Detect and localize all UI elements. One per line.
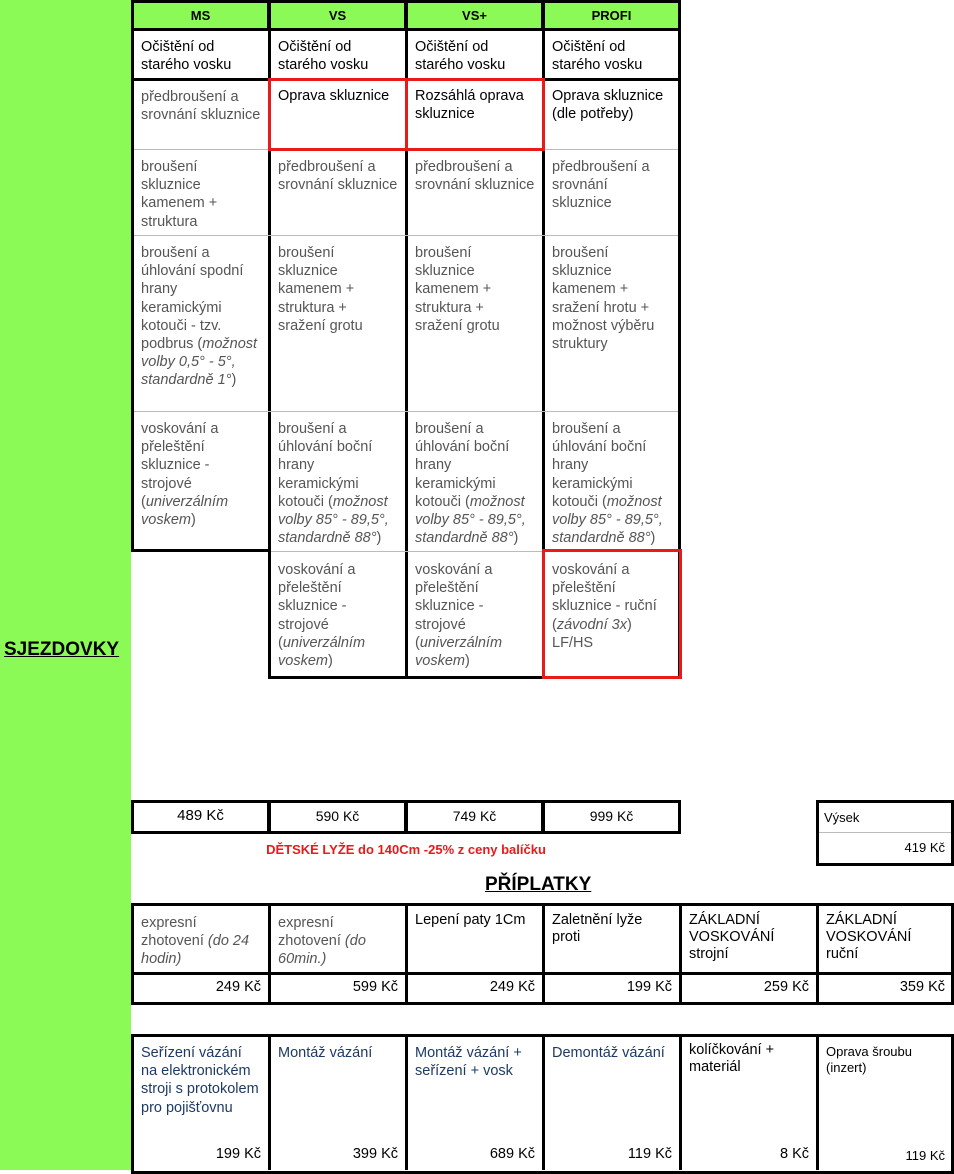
cell-vsplus-wax: voskování a přeleštění skluznice - strojové (univerzálním voskem) [415,562,503,670]
vysek-price: 419 Kč [904,840,945,855]
cell-vsplus-prebrush: předbroušení a srovnání skluznice [415,159,535,194]
extra-express-24h: expresní zhotovení (do 24 hodin) [141,915,250,968]
cell-ms-cleaning: Očištění od starého vosku [141,39,232,74]
extra-express-60min: expresní zhotovení (do 60min.) [278,915,366,968]
section-title: PŘÍPLATKY [485,874,592,895]
cell-vsplus-repair: Rozsáhlá oprava skluznice [415,88,524,123]
extra-price: 259 Kč [763,979,809,995]
cell-ms-podbrus: broušení a úhlování spodní hrany keramickými kotouči - tzv. podbrus (možnost volby 0,5° - 5°, standardně 1°) [141,245,258,389]
cell-ms-prebrush: předbroušení a srovnání skluznice [141,89,261,124]
service-screw-repair: Oprava šroubu (inzert) [826,1044,912,1075]
extra-ski-sealing: Zaletnění lyže proti [552,912,643,945]
service-price: 199 Kč [215,1146,261,1162]
discount-note: DĚTSKÉ LYŽE do 140Cm -25% z ceny balíčku [266,842,546,857]
service-binding-mount: Montáž vázání [278,1045,373,1061]
cell-profi-repair: Oprava skluznice (dle potřeby) [552,88,664,123]
cell-vs-wax: voskování a přeleštění skluznice - strojové (univerzálním voskem) [278,562,366,670]
extra-basic-wax-hand: ZÁKLADNÍ VOSKOVÁNÍ ruční [826,912,912,962]
service-price: 399 Kč [352,1146,398,1162]
cell-vsplus-stone: broušení skluznice kamenem + struktura + sražení grotu [415,245,500,334]
price-ms: 489 Kč [131,800,270,834]
cell-profi-wax: voskování a přeleštění skluznice - ruční (závodní 3x) LF/HS [552,562,657,651]
row-separator [131,549,271,552]
header-profi: PROFI [542,0,681,31]
extra-heel-glue: Lepení paty 1Cm [415,912,526,928]
extra-price: 249 Kč [215,979,261,995]
header-vs-plus: VS+ [405,0,544,31]
service-binding-adjust: Seřízení vázání na elektronickém stroji s protokolem pro pojišťovnu [141,1045,259,1116]
extra-price: 359 Kč [899,979,945,995]
service-price: 689 Kč [489,1146,535,1162]
extra-basic-wax-machine: ZÁKLADNÍ VOSKOVÁNÍ strojní [689,912,775,962]
service-binding-unmount: Demontáž vázání [552,1045,665,1061]
cell-ms-stone: broušení skluznice kamenem + struktura [141,159,218,230]
category-label: SJEZDOVKY [4,639,120,660]
extra-price: 199 Kč [626,979,672,995]
vysek-label: Výsek [824,810,860,825]
cell-ms-wax: voskování a přeleštění skluznice - strojové (univerzálním voskem) [141,421,229,529]
service-price: 119 Kč [627,1146,672,1162]
cell-profi-cleaning: Očištění od starého vosku [552,39,643,74]
cell-profi-stone: broušení skluznice kamenem + sražení hrotu + možnost výběru struktury [552,245,655,353]
cell-profi-side-edge: broušení a úhlování boční hrany keramickými kotouči (možnost volby 85° - 89,5°, standardně 88°) [552,421,663,547]
service-binding-mount-full: Montáž vázání + seřízení + vosk [415,1045,522,1080]
cell-vsplus-side-edge: broušení a úhlování boční hrany keramickými kotouči (možnost volby 85° - 89,5°, standardně 88°) [415,421,526,547]
extra-price: 599 Kč [352,979,398,995]
extra-price: 249 Kč [489,979,535,995]
header-ms: MS [131,0,270,31]
row-separator [819,832,951,833]
cell-vs-cleaning: Očištění od starého vosku [278,39,369,74]
service-price: 8 Kč [779,1146,809,1162]
cell-vs-side-edge: broušení a úhlování boční hrany keramickými kotouči (možnost volby 85° - 89,5°, standardně 88°) [278,421,389,547]
cell-vsplus-cleaning: Očištění od starého vosku [415,39,506,74]
cell-vs-repair: Oprava skluznice [278,88,390,104]
cell-profi-prebrush: předbroušení a srovnání skluznice [552,159,650,212]
cell-vs-prebrush: předbroušení a srovnání skluznice [278,159,398,194]
price-profi: 999 Kč [542,800,681,834]
header-vs: VS [268,0,407,31]
green-side-strip [0,0,131,1170]
cell-vs-stone: broušení skluznice kamenem + struktura + sražení grotu [278,245,363,334]
service-dowel: kolíčkování + materiál [689,1042,775,1075]
row-separator [134,411,678,412]
service-price: 119 Kč [905,1148,945,1163]
price-vs: 590 Kč [268,800,407,834]
price-vs-plus: 749 Kč [405,800,544,834]
